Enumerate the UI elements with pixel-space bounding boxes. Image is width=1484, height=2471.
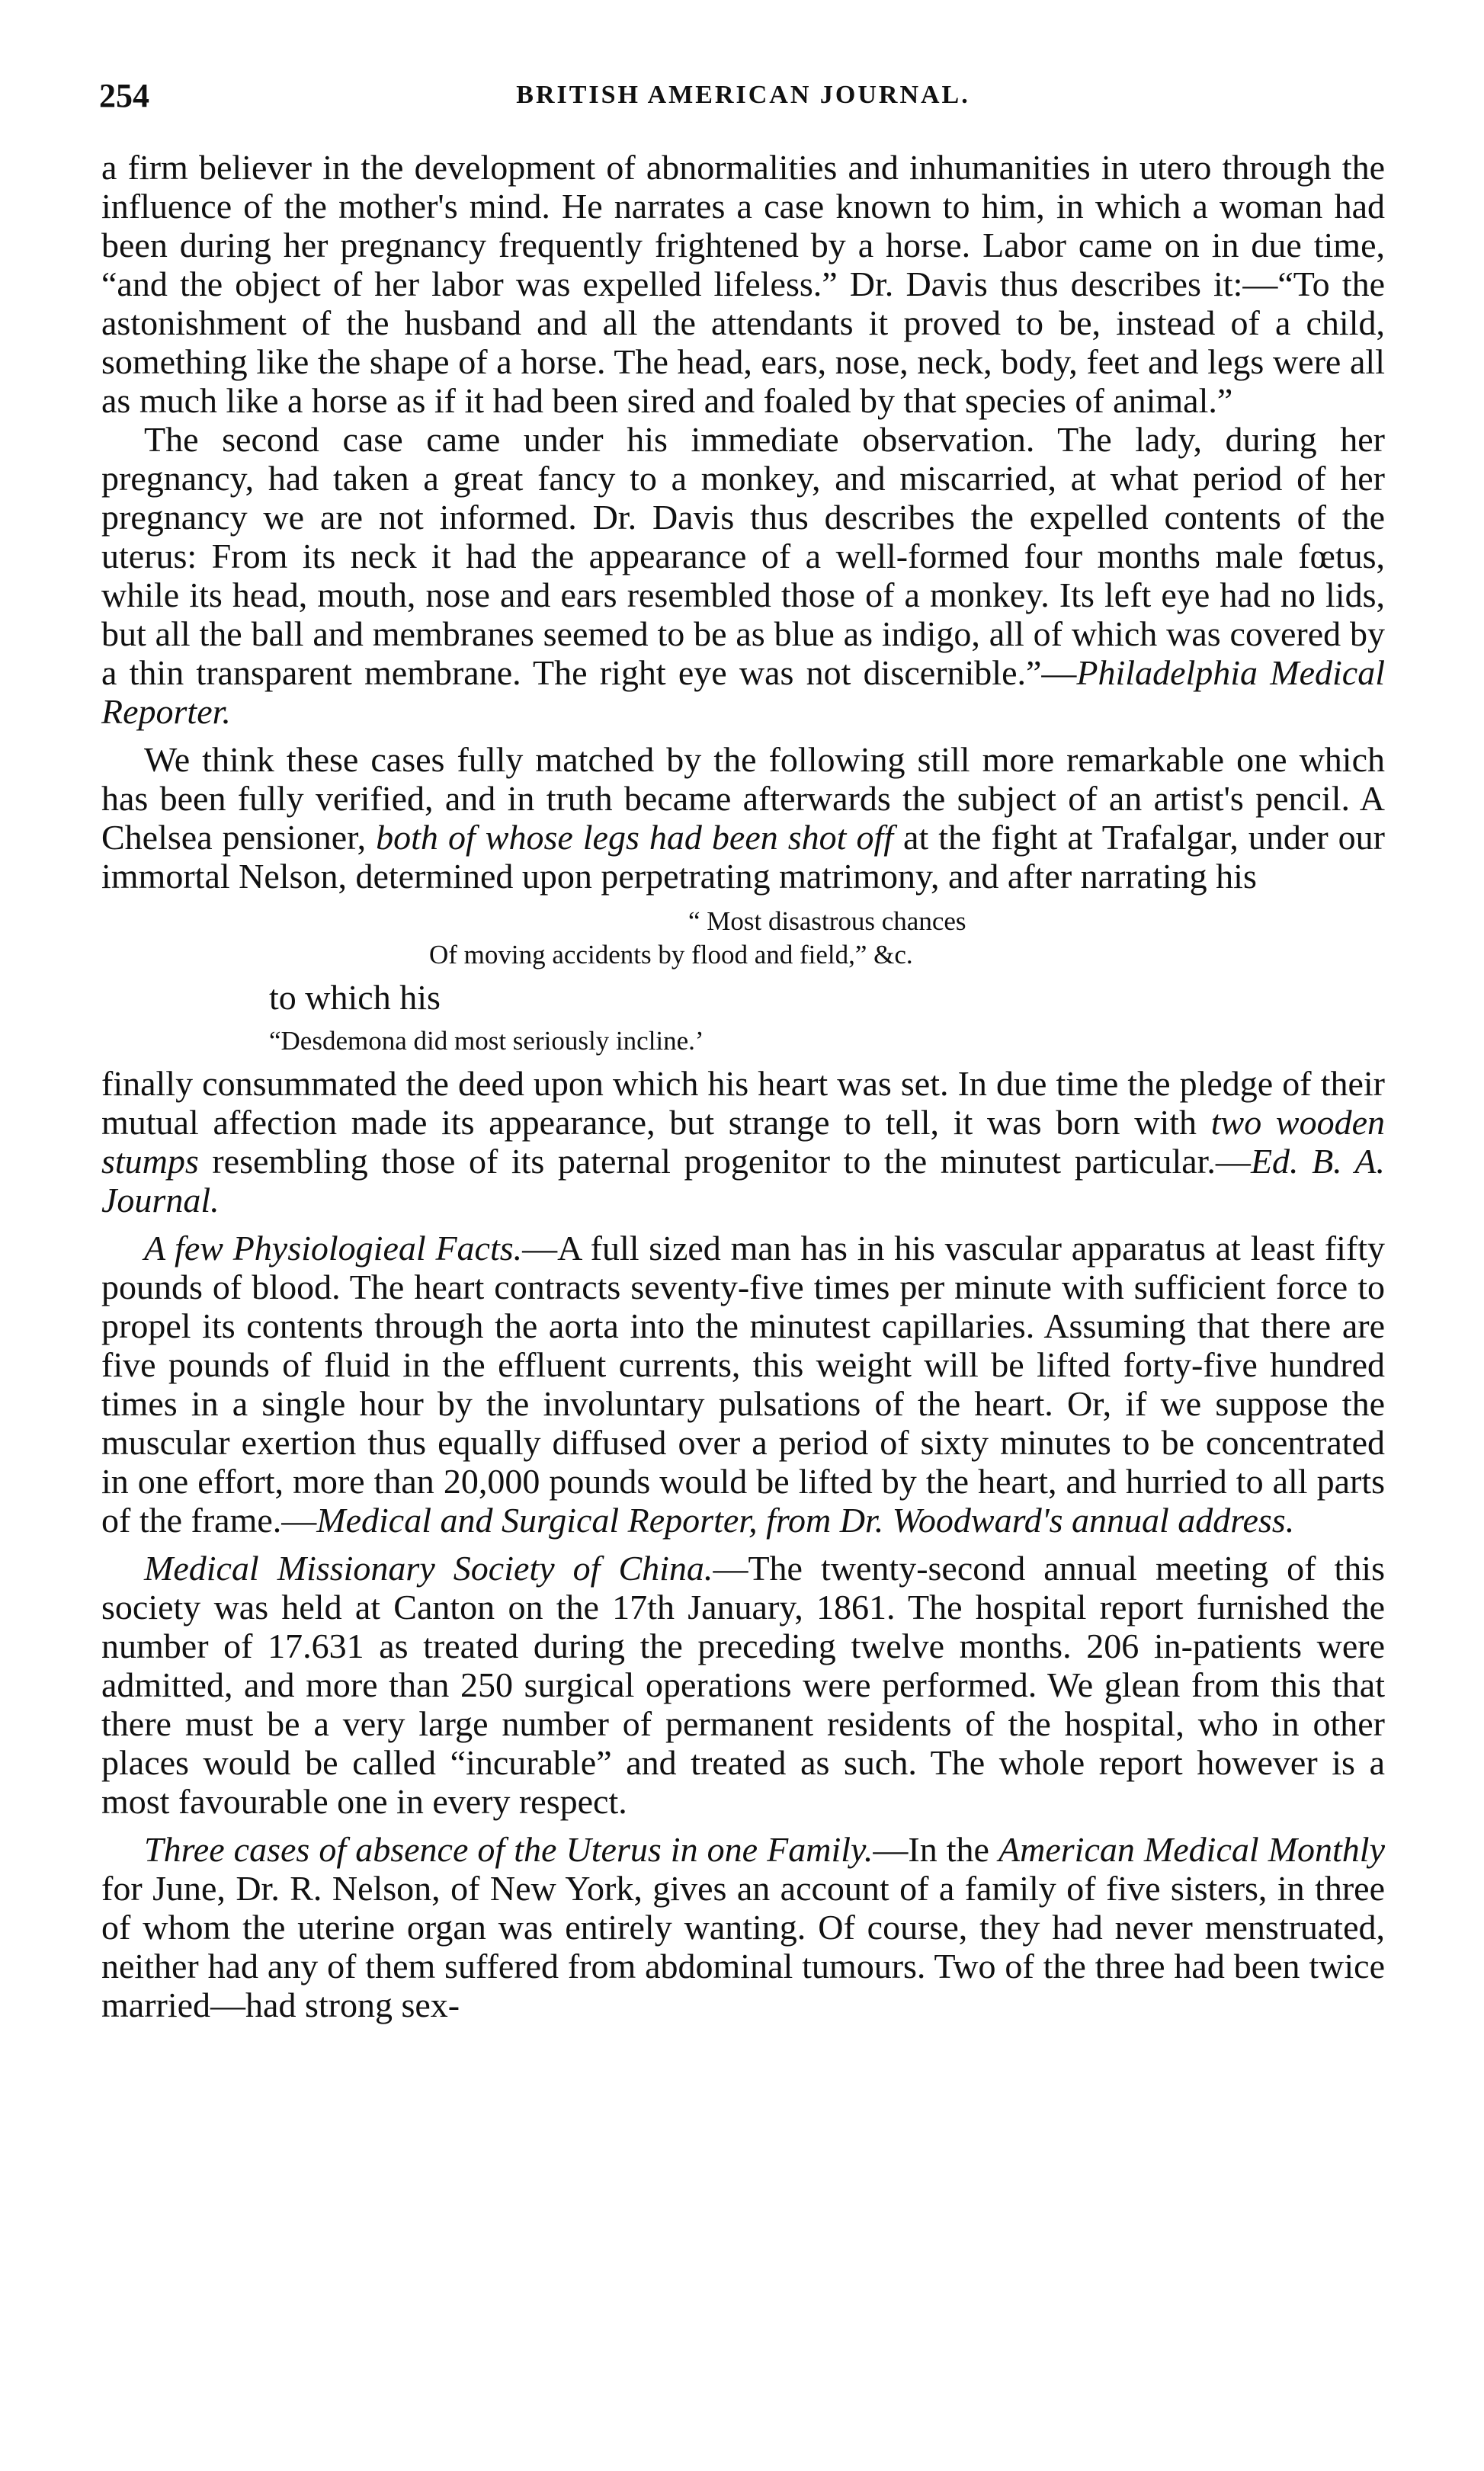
paragraph-wooden-stumps bbox=[101, 1064, 1385, 1219]
pensioner-italic: both of whose legs had been shot off bbox=[376, 818, 894, 857]
stumps-italic: two wooden stumps bbox=[101, 1103, 1385, 1181]
stumps-text-b: resembling those of its paternal progenitor to the minutest particular.— bbox=[198, 1142, 1251, 1181]
journal-citation: American Medical Monthly bbox=[998, 1830, 1385, 1869]
page-number: 254 bbox=[99, 77, 149, 114]
editor-signature: Ed. B. A. Journal. bbox=[101, 1142, 1386, 1219]
verse-quotation bbox=[101, 905, 1385, 972]
verse-line-3: “Desdemona did most seriously incline.’ bbox=[269, 1026, 704, 1056]
verse-line-1: “ Most disastrous chances bbox=[688, 906, 966, 936]
verse-line-2: Of moving accidents by flood and field,” &c. bbox=[429, 940, 913, 969]
source-citation: Philadelphia Medical Reporter. bbox=[101, 653, 1385, 731]
paragraph-physiological-facts bbox=[101, 1229, 1385, 1540]
stumps-text-a: finally consummated the deed upon which his heart was set. In due time the pledge of their mutual affection made its appearance, but strange to tell, it was born with bbox=[101, 1064, 1385, 1142]
page-header bbox=[99, 76, 1387, 122]
missionary-text: —The twenty-second annual meeting of this society was held at Canton on the 17th January, 1861. The hospital report furnished the number of 17.631 as treated during the preceding twelve months. 206 in-patients were admitted, and more than 250 surgical operations were performed. We glean from this that there must be a very large number of permanent residents of the hospital, who in other places would be called “incurable” and treated as such. The whole report however is a most favourable one in every respect. bbox=[101, 1549, 1385, 1821]
paragraph-monkey-case bbox=[101, 420, 1385, 731]
paragraph-chelsea-pensioner bbox=[101, 740, 1385, 896]
verse-bridge-text: to which his bbox=[269, 978, 441, 1017]
paragraph-missionary-society bbox=[101, 1549, 1385, 1821]
article-body bbox=[101, 148, 1385, 2034]
monkey-case-text: The second case came under his immediate observation. The lady, during her pregnancy, had taken a great fancy to a monkey, and miscarried, at what period of her pregnancy we are not informed. Dr. Davis thus describes the expelled contents of the uterus: From its neck it had the appearance of a well-formed four months male fœtus, while its head, mouth, nose and ears resembled those of a monkey. Its left eye had no lids, but all the ball and membranes seemed to be as blue as indigo, all of which was covered by a thin transparent membrane. The right eye was not discernible.”— bbox=[101, 420, 1385, 692]
paragraph-uterus-absence bbox=[101, 1830, 1385, 2024]
pensioner-text-b: at the fight at Trafalgar, under our immortal Nelson, determined upon perpetrating matrimony, and after narrating his bbox=[101, 818, 1385, 896]
uterus-text-b: for June, Dr. R. Nelson, of New York, gives an account of a family of five sisters, in three of whom the uterine organ was entirely wanting. Of course, they had never menstruated, neither had any of them suffered from abdominal tumours. Two of the three had been twice married—had strong sex- bbox=[101, 1869, 1385, 2024]
paragraph-davis-horse-case: a firm believer in the development of abnormalities and inhumanities in utero through the influence of the mother's mind. He narrates a case known to him, in which a woman had been during her pregnancy frequently frightened by a horse. Labor came on in due time, “and the object of her labor was expelled lifeless.” Dr. Davis thus describes it:—“To the astonishment of the husband and all the attendants it proved to be, instead of a child, something like the shape of a horse. The head, ears, nose, neck, body, feet and legs were all as much like a horse as if it had been sired and foaled by that species of animal.” bbox=[101, 148, 1385, 420]
section-title-physiological: A few Physiologieal Facts. bbox=[144, 1229, 523, 1268]
pensioner-text-a: We think these cases fully matched by the following still more remarkable one which has been fully verified, and in truth became afterwards the subject of an artist's pencil. A Chelsea pensioner, bbox=[101, 740, 1385, 857]
uterus-text-a: —In the bbox=[873, 1830, 999, 1869]
physiological-source: Medical and Surgical Reporter, from Dr. Woodward's annual address. bbox=[316, 1501, 1295, 1540]
section-title-uterus: Three cases of absence of the Uterus in one Family. bbox=[144, 1830, 873, 1869]
physiological-text: —A full sized man has in his vascular apparatus at least fifty pounds of blood. The heart contracts seventy-five times per minute with sufficient force to propel its contents through the aorta into the minutest capillaries. Assuming that there are five pounds of fluid in the effluent currents, this weight will be lifted forty-five hundred times in a single hour by the involuntary pulsations of the heart. Or, if we suppose the muscular exertion thus equally diffused over a period of sixty minutes to be concentrated in one effort, more than 20,000 pounds would be lifted by the heart, and hurried to all parts of the frame.— bbox=[101, 1229, 1385, 1540]
running-title: BRITISH AMERICAN JOURNAL. bbox=[516, 81, 970, 109]
verse-quotation-2 bbox=[101, 1024, 1385, 1058]
section-title-missionary: Medical Missionary Society of China. bbox=[144, 1549, 713, 1588]
